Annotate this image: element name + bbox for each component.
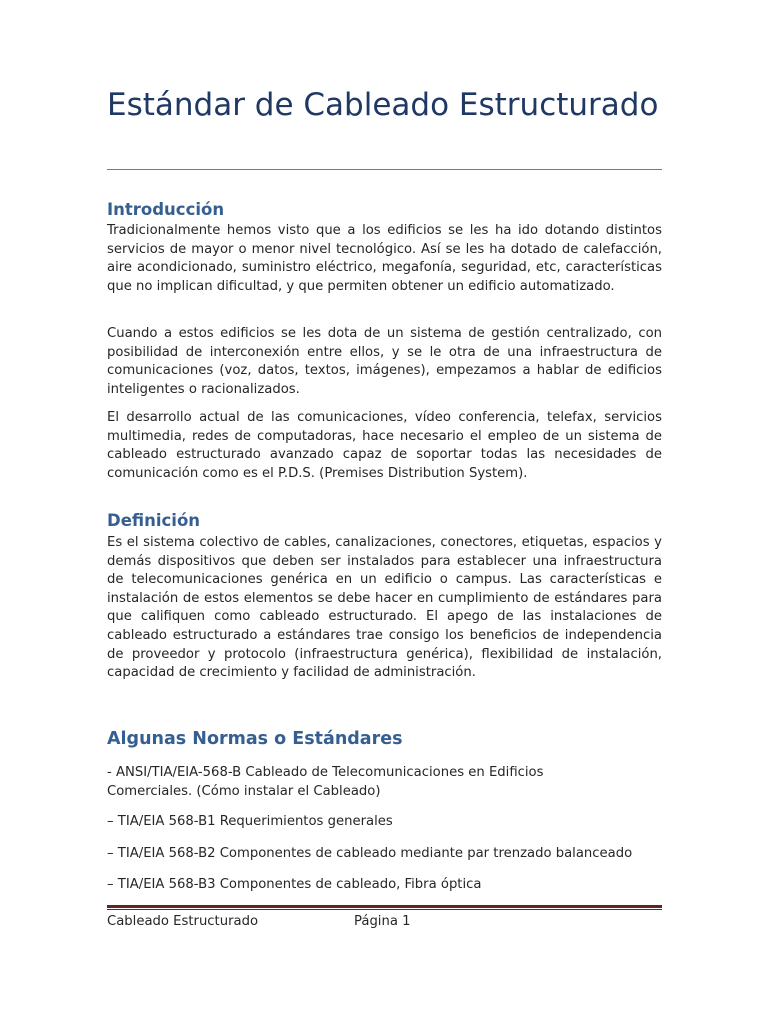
standards-item-4: – TIA/EIA 568-B3 Componentes de cableado, Fibra óptica bbox=[107, 877, 482, 892]
definition-paragraph: Es el sistema colectivo de cables, canalizaciones, conectores, etiquetas, espacios y demás dispositivos que deben ser instalados para establecer una infraestructura de telecomunicaciones genérica en un edificio o campus. Las características e instalación de estos elementos se debe hacer en cumplimiento de estándares para que califiquen como cableado estructurado. El apego de las instalaciones de cableado estructurado a estándares trae consigo los beneficios de independencia de proveedor y protocolo (infraestructura genérica), flexibilidad de instalación, capacidad de crecimiento y facilidad de administración. bbox=[107, 535, 662, 681]
standards-item-3: – TIA/EIA 568-B2 Componentes de cableado mediante par trenzado balanceado bbox=[107, 846, 633, 861]
intro-paragraph-3: El desarrollo actual de las comunicaciones, vídeo conferencia, telefax, servicios multimedia, redes de computadoras, hace necesario el empleo de un sistema de cableado estructurado avanzado capaz de soportar todas las necesidades de comunicación como es el P.D.S. (Premises Distribution System). bbox=[107, 410, 662, 481]
footer-title: Cableado Estructurado bbox=[107, 914, 259, 929]
heading-definicion: Definición bbox=[107, 511, 201, 530]
document-title: Estándar de Cableado Estructurado bbox=[107, 87, 659, 123]
heading-normas: Algunas Normas o Estándares bbox=[107, 729, 403, 749]
standards-item-2: – TIA/EIA 568-B1 Requerimientos generales bbox=[107, 814, 393, 829]
intro-paragraph-2: Cuando a estos edificios se les dota de un sistema de gestión centralizado, con posibilidad de interconexión entre ellos, y se le otra de una infraestructura de comunicaciones (voz, datos, textos, imágenes), empezamos a hablar de edificios inteligentes o racionalizados. bbox=[107, 326, 662, 397]
footer-divider bbox=[107, 905, 662, 910]
title-underline bbox=[107, 169, 662, 170]
page-number: Página 1 bbox=[354, 914, 411, 929]
standards-item-1: - ANSI/TIA/EIA-568-B Cableado de Telecomunicaciones en Edificios Comerciales. (Cómo instalar el Cableado) bbox=[107, 765, 544, 799]
heading-introduccion: Introducción bbox=[107, 200, 225, 219]
intro-paragraph-1: Tradicionalmente hemos visto que a los edificios se les ha ido dotando distintos servicios de mayor o menor nivel tecnológico. Así se les ha dotado de calefacción, aire acondicionado, suministro eléctrico, megafonía, seguridad, etc, características que no implican dificultad, y que permiten obtener un edificio automatizado. bbox=[107, 223, 662, 294]
